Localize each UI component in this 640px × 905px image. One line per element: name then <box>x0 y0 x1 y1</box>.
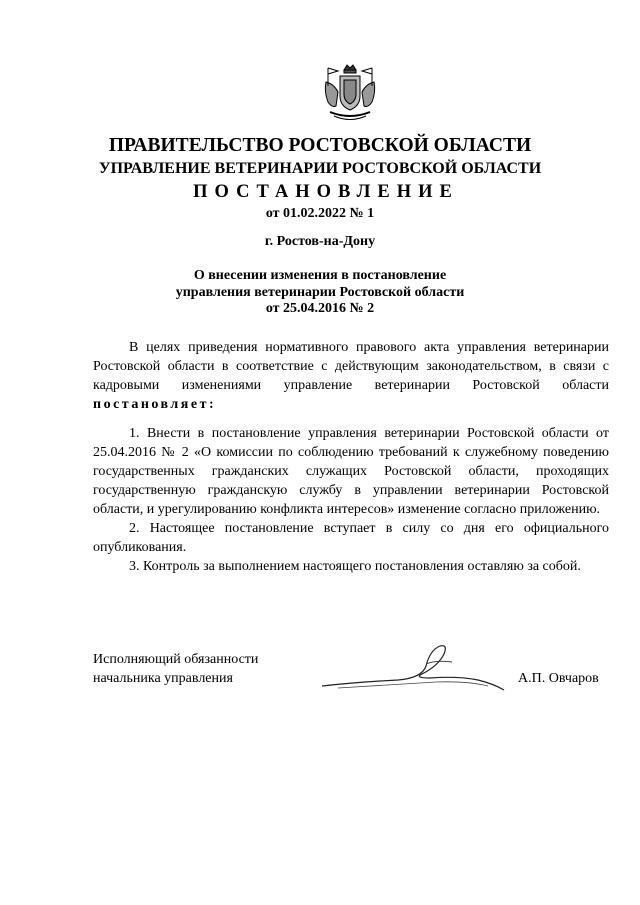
handwritten-signature <box>318 636 508 696</box>
decree-items <box>93 424 609 576</box>
preamble-body: В целях приведения нормативного правового акта управления ветеринарии Ростовской области в соответствие с действующим законодательством, в связи с кадровыми изменениями управление ветеринарии Ростовской области <box>93 340 609 393</box>
government-title: ПРАВИТЕЛЬСТВО РОСТОВСКОЙ ОБЛАСТИ <box>108 135 532 156</box>
decree-item-3: 3. Контроль за выполнением настоящего постановления оставляю за собой. <box>129 559 581 574</box>
document-subject <box>0 268 640 318</box>
department-title: УПРАВЛЕНИЕ ВЕТЕРИНАРИИ РОСТОВСКОЙ ОБЛАСТИ <box>98 160 542 177</box>
subject-line-1: О внесении изменения в постановление <box>193 268 447 283</box>
signatory-role-line-2: начальника управления <box>93 671 233 686</box>
signatory-role-line-1: Исполняющий обязанности <box>93 652 259 667</box>
document-city: г. Ростов-на-Дону <box>264 234 376 249</box>
coat-of-arms-emblem <box>318 62 382 126</box>
signatory-role <box>93 650 258 688</box>
subject-line-2: управления ветеринарии Ростовской области <box>175 284 465 300</box>
signatory-name: А.П. Овчаров <box>518 671 599 686</box>
document-date-number: от 01.02.2022 № 1 <box>265 206 375 221</box>
decree-word: постановляет: <box>93 397 217 412</box>
preamble-paragraph <box>93 338 609 414</box>
preamble-text <box>93 338 609 414</box>
decree-item-1: 1. Внести в постановление управления ветеринарии Ростовской области от 25.04.2016 № 2 «О комиссии по соблюдению требований к служебному поведению государственных гражданских служащих Ростовской области, проходящих государственную гражданскую службу в управлении ветеринарии Ростовской области, и урегулированию конфликта интересов» изменение согласно приложению. <box>93 426 609 517</box>
document-type: ПОСТАНОВЛЕНИЕ <box>193 182 459 202</box>
decree-item-2: 2. Настоящее постановление вступает в силу со дня его официального опубликования. <box>93 521 609 555</box>
subject-line-3: от 25.04.2016 № 2 <box>265 301 375 316</box>
